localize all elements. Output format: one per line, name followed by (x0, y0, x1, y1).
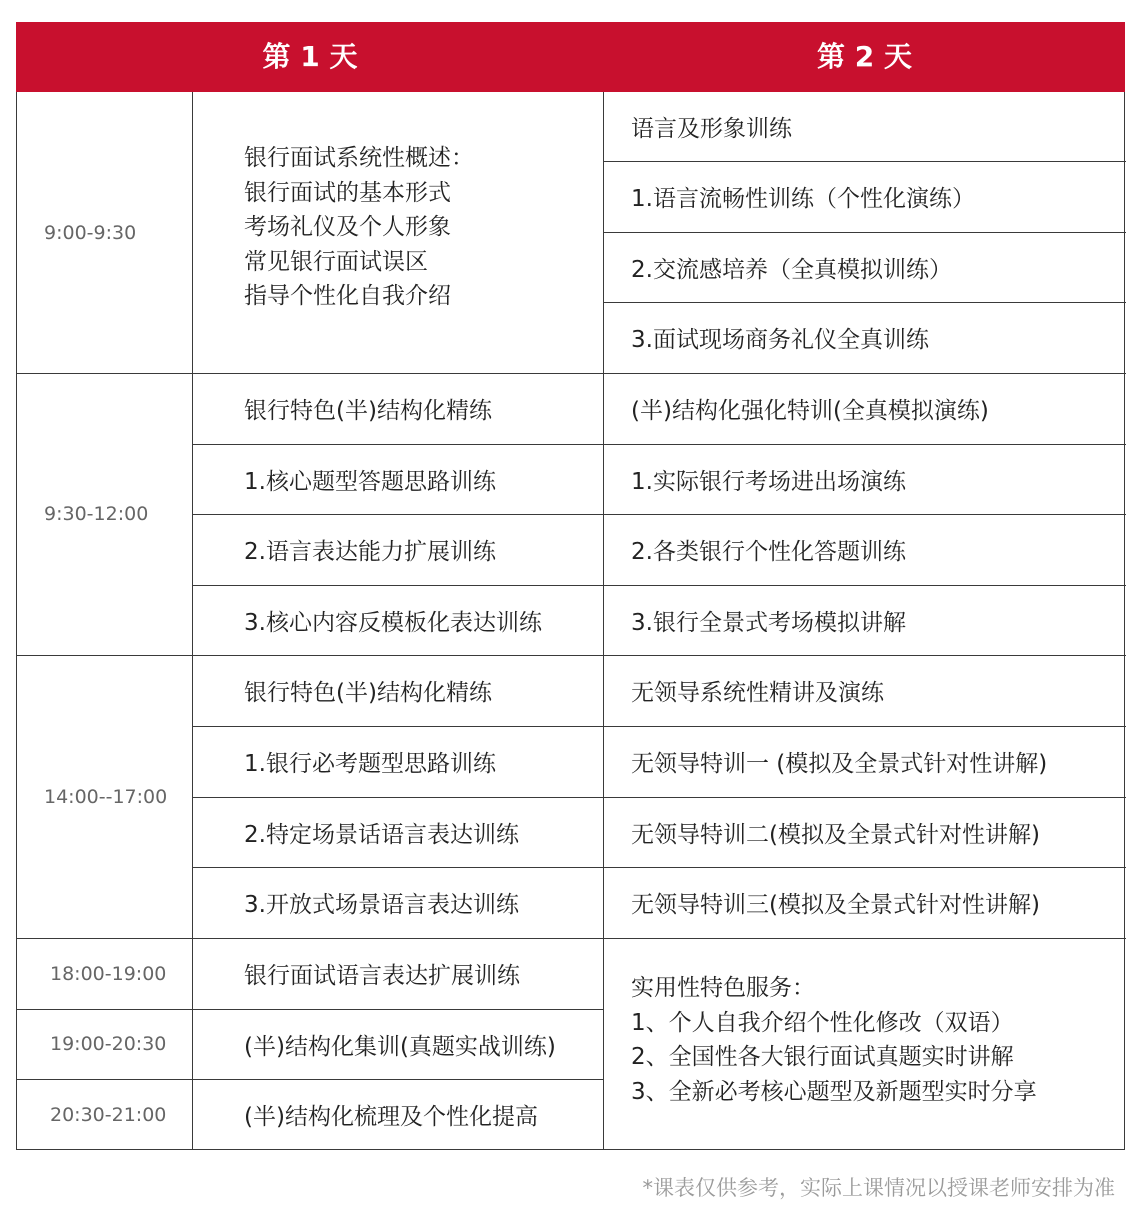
day2-session: 2.各类银行个性化答题训练 (631, 539, 906, 565)
overview-line: 常见银行面试误区 (244, 248, 428, 275)
time-slot: 9:00-9:30 (44, 221, 137, 244)
day2-session: 1.语言流畅性训练（个性化演练） (631, 186, 975, 212)
time-slot: 20:30-21:00 (50, 1103, 167, 1126)
day1-session: 银行特色(半)结构化精练 (244, 680, 492, 706)
day1-session: 3.开放式场景语言表达训练 (244, 892, 519, 918)
day1-session: 银行特色(半)结构化精练 (244, 398, 492, 424)
day1-session: 2.语言表达能力扩展训练 (244, 539, 496, 565)
day2-services (603, 938, 1126, 1150)
day2-session: (半)结构化强化特训(全真模拟演练) (631, 398, 989, 424)
day2-session: 无领导特训二(模拟及全景式针对性讲解) (631, 821, 1040, 848)
overview-line: 银行面试的基本形式 (244, 179, 451, 206)
time-slot: 14:00--17:00 (44, 785, 168, 808)
services-line: 实用性特色服务： (631, 975, 815, 1001)
overview-line: 指导个性化自我介绍 (244, 283, 451, 310)
time-slot: 19:00-20:30 (50, 1033, 167, 1055)
day1-session: 3.核心内容反模板化表达训练 (244, 609, 542, 636)
day1-session: (半)结构化梳理及个性化提高 (244, 1104, 538, 1130)
day1-heading: 第 1 天 (262, 40, 358, 73)
day2-session: 2.交流感培养（全真模拟训练） (631, 256, 952, 283)
day1-session: 银行面试语言表达扩展训练 (244, 963, 520, 989)
day1-session: 2.特定场景话语言表达训练 (244, 821, 519, 848)
services-line: 1、个人自我介绍个性化修改（双语） (631, 1009, 1014, 1036)
services-line: 3、全新必考核心题型及新题型实时分享 (631, 1078, 1037, 1105)
day1-session: 1.银行必考题型思路训练 (244, 751, 496, 777)
services-line: 2、全国性各大银行面试真题实时讲解 (631, 1044, 1014, 1070)
time-slot: 18:00-19:00 (50, 962, 167, 985)
day2-heading: 第 2 天 (817, 40, 912, 73)
day1-session: (半)结构化集训(真题实战训练) (244, 1033, 556, 1060)
day2-session: 3.银行全景式考场模拟讲解 (631, 609, 906, 636)
day2-session: 无领导系统性精讲及演练 (631, 680, 884, 706)
services-lines (631, 971, 1037, 1109)
overview-line: 考场礼仪及个人形象 (244, 214, 451, 241)
day2-session: 无领导特训三(模拟及全景式针对性讲解) (631, 892, 1040, 918)
table-header (16, 22, 1125, 92)
day2-session: 1.实际银行考场进出场演练 (631, 468, 906, 495)
time-slot: 9:30-12:00 (44, 503, 149, 525)
overview-lines (244, 141, 474, 314)
footnote: *课表仅供参考，实际上课情况以授课老师安排为准 (642, 1176, 1115, 1200)
table-body (16, 92, 1125, 1150)
overview-line: 银行面试系统性概述： (244, 145, 474, 172)
day2-session: 3.面试现场商务礼仪全真训练 (631, 327, 929, 353)
day1-session-overview (192, 92, 603, 373)
day2-session: 语言及形象训练 (631, 116, 792, 142)
day1-session: 1.核心题型答题思路训练 (244, 468, 496, 495)
day2-session: 无领导特训一 (模拟及全景式针对性讲解) (631, 751, 1048, 777)
